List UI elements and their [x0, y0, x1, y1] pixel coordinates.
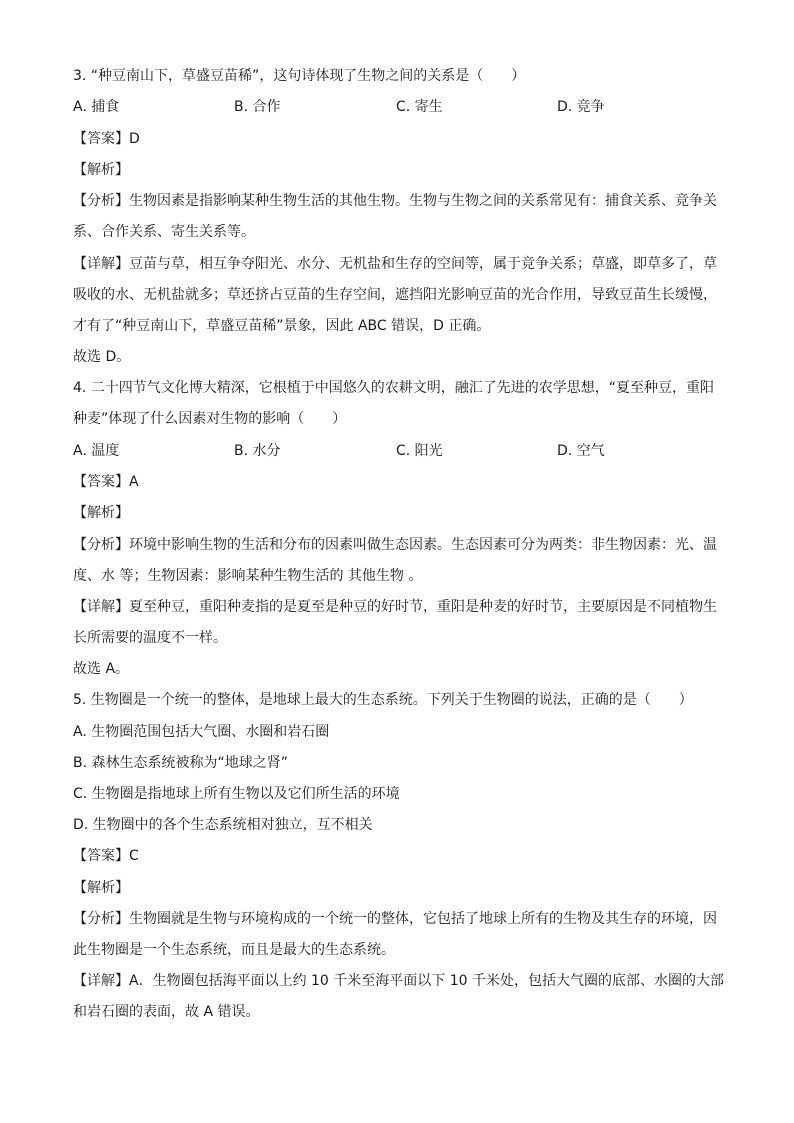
q4-xiangjie-line-1: 【详解】夏至种豆，重阳种麦指的是夏至是种豆的好时节，重阳是种麦的好时节，主要原因是不同植物生	[73, 599, 717, 615]
q3-analysis-tag: 【解析】	[73, 162, 129, 178]
q4-option-b: B. 水分	[234, 443, 281, 459]
question-5-stem: 5. 生物圈是一个统一的整体，是地球上最大的生态系统。下列关于生物圈的说法，正确的是（ ）	[73, 692, 693, 708]
question-4-stem-line-1: 4. 二十四节气文化博大精深，它根植于中国悠久的农耕文明，融汇了先进的农学思想，“夏至种豆，重阳	[73, 380, 715, 396]
q3-option-b: B. 合作	[234, 99, 281, 115]
q4-fenxi-line-1: 【分析】环境中影响生物的生活和分布的因素叫做生态因素。生态因素可分为两类：非生物因素：光、温	[73, 537, 717, 553]
q5-answer: 【答案】C	[73, 848, 139, 864]
question-4-stem-line-2: 种麦”体现了什么因素对生物的影响（ ）	[73, 411, 347, 427]
q4-option-d: D. 空气	[557, 443, 605, 459]
q4-conclusion: 故选 A。	[73, 661, 130, 677]
q5-fenxi-line-2: 此生物圈是一个生态系统，而且是最大的生态系统。	[73, 942, 395, 958]
q3-option-d: D. 竞争	[557, 99, 605, 115]
q4-option-a: A. 温度	[73, 443, 120, 459]
q4-xiangjie-line-2: 长所需要的温度不一样。	[73, 630, 227, 646]
q4-analysis-tag: 【解析】	[73, 505, 129, 521]
q5-xiangjie-line-1: 【详解】A．生物圈包括海平面以上约 10 千米至海平面以下 10 千米处，包括大气圈的底部、水圈的大部	[73, 973, 725, 989]
q3-conclusion: 故选 D。	[73, 349, 131, 365]
q4-fenxi-line-2: 度、水 等；生物因素：影响某种生物生活的 其他生物 。	[73, 568, 423, 584]
q3-xiangjie-line-2: 吸收的水、无机盐就多；草还挤占豆苗的生存空间，遮挡阳光影响豆苗的光合作用，导致豆苗生长缓慢，	[73, 287, 717, 303]
q5-option-b: B. 森林生态系统被称为“地球之肾”	[73, 755, 289, 771]
q3-fenxi-line-1: 【分析】生物因素是指影响某种生物生活的其他生物。生物与生物之间的关系常见有：捕食关系、竞争关	[73, 193, 717, 209]
q3-answer: 【答案】D	[73, 131, 140, 147]
q3-xiangjie-line-1: 【详解】豆苗与草，相互争夺阳光、水分、无机盐和生存的空间等，属于竞争关系；草盛，即草多了，草	[73, 256, 717, 272]
q5-xiangjie-line-2: 和岩石圈的表面，故 A 错误。	[73, 1004, 260, 1020]
q3-option-a: A. 捕食	[73, 99, 120, 115]
q3-xiangjie-line-3: 才有了“种豆南山下，草盛豆苗稀”景象，因此 ABC 错误，D 正确。	[73, 318, 491, 334]
q5-option-c: C. 生物圈是指地球上所有生物以及它们所生活的环境	[73, 786, 400, 802]
q5-option-a: A. 生物圈范围包括大气圈、水圈和岩石圈	[73, 724, 330, 740]
q4-answer: 【答案】A	[73, 474, 139, 490]
q5-option-d: D. 生物圈中的各个生态系统相对独立，互不相关	[73, 817, 373, 833]
q5-analysis-tag: 【解析】	[73, 880, 129, 896]
q3-fenxi-line-2: 系、合作关系、寄生关系等。	[73, 224, 255, 240]
question-3-stem: 3. “种豆南山下，草盛豆苗稀”，这句诗体现了生物之间的关系是（ ）	[73, 68, 526, 84]
q5-fenxi-line-1: 【分析】生物圈就是生物与环境构成的一个统一的整体，它包括了地球上所有的生物及其生存的环境，因	[73, 911, 717, 927]
q3-option-c: C. 寄生	[396, 99, 443, 115]
q4-option-c: C. 阳光	[396, 443, 443, 459]
